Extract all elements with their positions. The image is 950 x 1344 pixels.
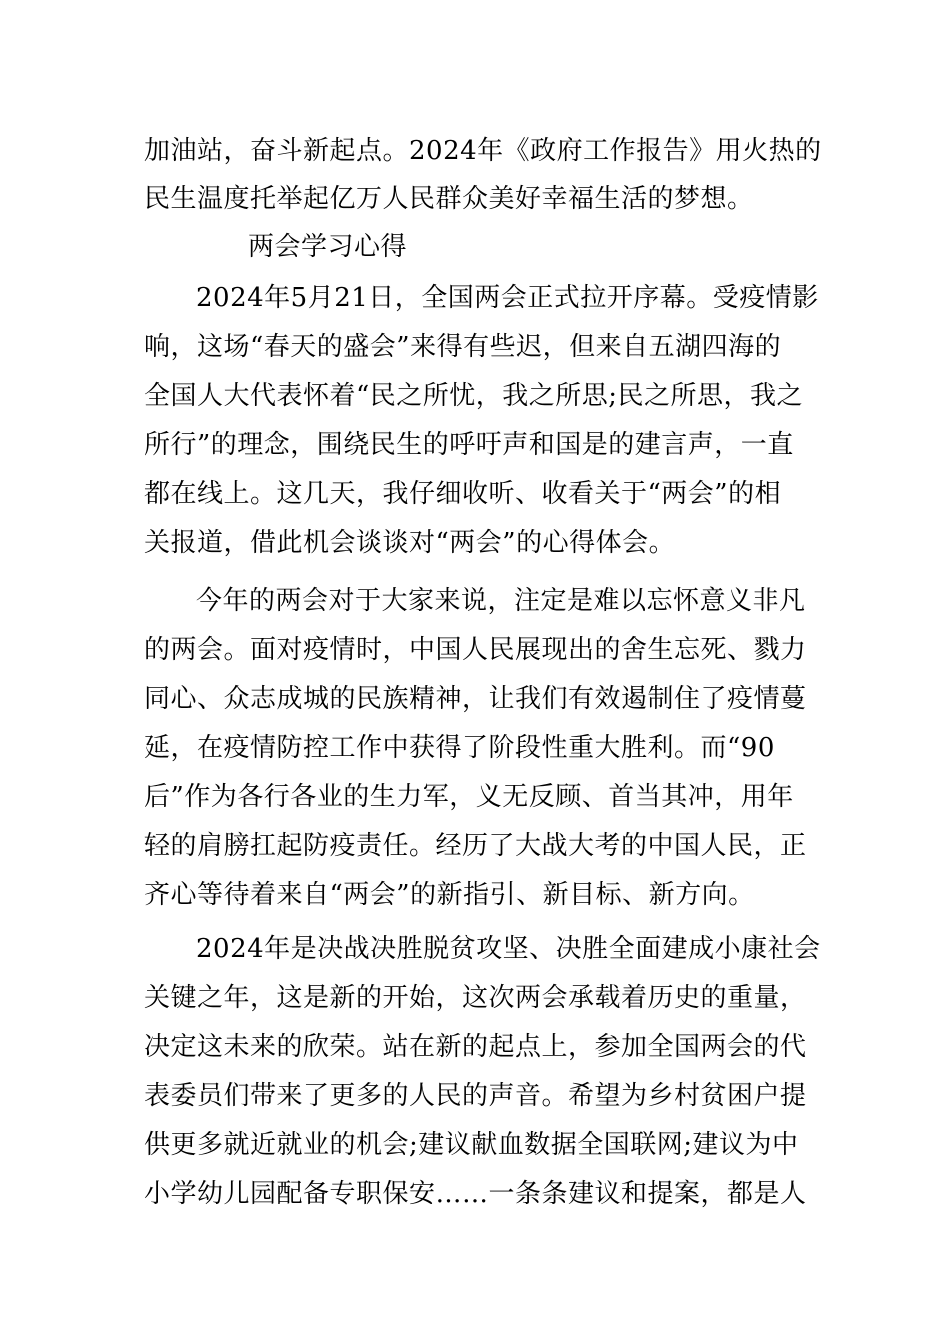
section-heading: 两会学习心得 (248, 232, 408, 262)
text-line: 轻的肩膀扛起防疫责任。经历了大战大考的中国人民，正 (144, 831, 807, 861)
text-line: 决定这未来的欣荣。站在新的起点上，参加全国两会的代 (144, 1032, 807, 1062)
text-line: 齐心等待着来自“两会”的新指引、新目标、新方向。 (144, 880, 755, 910)
text-line: 关键之年，这是新的开始，这次两会承载着历史的重量， (144, 983, 807, 1013)
text-line: 加油站，奋斗新起点。2024年《政府工作报告》用火热的 (144, 136, 822, 166)
text-line: 的两会。面对疫情时，中国人民展现出的舍生忘死、戮力 (144, 635, 807, 665)
text-line: 全国人大代表怀着“民之所忧，我之所思;民之所思，我之 (144, 381, 804, 411)
text-line: 今年的两会对于大家来说，注定是难以忘怀意义非凡 (196, 586, 806, 616)
text-line: 表委员们带来了更多的人民的声音。希望为乡村贫困户提 (144, 1081, 807, 1111)
text-line: 延，在疫情防控工作中获得了阶段性重大胜利。而“90 (144, 733, 775, 763)
text-line: 供更多就近就业的机会;建议献血数据全国联网;建议为中 (144, 1130, 799, 1160)
text-line: 响，这场“春天的盛会”来得有些迟，但来自五湖四海的 (144, 332, 782, 362)
text-line: 2024年5月21日，全国两会正式拉开序幕。受疫情影 (196, 283, 819, 313)
text-line: 都在线上。这几天，我仔细收听、收看关于“两会”的相 (144, 479, 782, 509)
text-line: 关报道，借此机会谈谈对“两会”的心得体会。 (144, 528, 676, 558)
text-line: 小学幼儿园配备专职保安……一条条建议和提案，都是人 (144, 1179, 807, 1209)
text-line: 所行”的理念，围绕民生的呼吁声和国是的建言声，一直 (144, 430, 794, 460)
text-line: 同心、众志成城的民族精神，让我们有效遏制住了疫情蔓 (144, 684, 807, 714)
text-line: 2024年是决战决胜脱贫攻坚、决胜全面建成小康社会 (196, 934, 821, 964)
text-line: 民生温度托举起亿万人民群众美好幸福生活的梦想。 (144, 184, 754, 214)
text-line: 后”作为各行各业的生力军，义无反顾、首当其冲，用年 (144, 782, 794, 812)
